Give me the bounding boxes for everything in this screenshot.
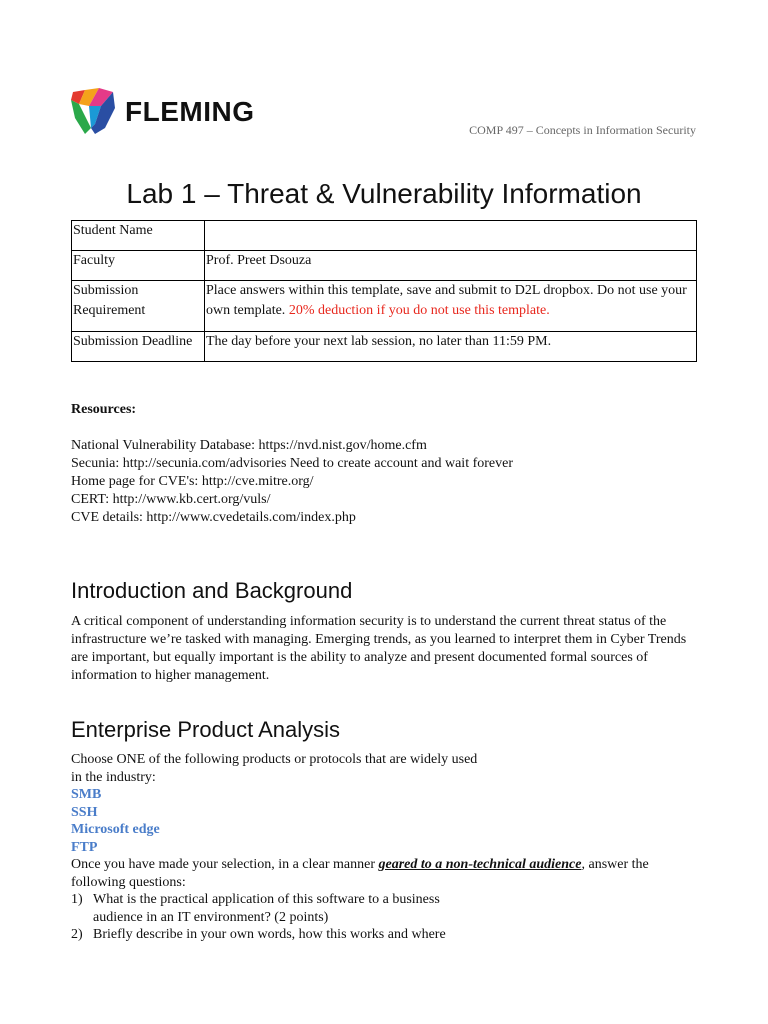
product-item: Microsoft edge	[71, 822, 160, 837]
intro-paragraph: A critical component of understanding information security is to understand the current threat status of the infrastructure we’re tasked with managing. Emerging trends, as you learned to interpret them in Cyber Trends are important, but equally important is the ability to analyze and present documented formal sources of information to higher management.	[71, 614, 687, 683]
resources-section	[71, 401, 513, 527]
question-item	[71, 891, 701, 926]
resource-item: Home page for CVE's: http://cve.mitre.org/	[71, 474, 314, 489]
enterprise-lead: in the industry:	[71, 769, 156, 785]
table-label: Submission Deadline	[72, 332, 205, 362]
info-table	[71, 220, 697, 362]
product-list	[71, 786, 701, 856]
table-row	[72, 332, 697, 362]
fleming-shield-icon	[71, 88, 117, 136]
selection-text: , answer the following questions:	[71, 857, 649, 890]
requirement-text: Place answers within this template, save and submit to D2L dropbox. Do not use your own template.	[206, 283, 687, 318]
resource-item: Secunia: http://secunia.com/advisories Need to create account and wait forever	[71, 456, 513, 471]
question-item	[71, 926, 701, 944]
resource-item: National Vulnerability Database: https://nvd.nist.gov/home.cfm	[71, 438, 427, 453]
resource-item: CERT: http://www.kb.cert.org/vuls/	[71, 492, 271, 507]
table-row	[72, 281, 697, 332]
resource-item: CVE details: http://www.cvedetails.com/index.php	[71, 510, 356, 525]
product-item: SMB	[71, 787, 102, 802]
deduction-warning: 20% deduction if you do not use this template.	[288, 303, 550, 318]
table-value	[205, 221, 697, 251]
page-title: Lab 1 – Threat & Vulnerability Information	[126, 178, 642, 209]
product-item: FTP	[71, 839, 98, 855]
table-value: Prof. Preet Dsouza	[205, 251, 697, 281]
table-row	[72, 221, 697, 251]
question-number: 2)	[71, 927, 83, 942]
resources-heading: Resources:	[71, 402, 137, 417]
table-label: Student Name	[72, 221, 205, 251]
question-text: Briefly describe in your own words, how this works and where	[93, 927, 446, 942]
question-number: 1)	[71, 892, 83, 907]
table-row	[72, 251, 697, 281]
question-text: What is the practical application of this software to a business audience in an IT environment? (2 points)	[93, 892, 440, 925]
selection-instructions	[71, 856, 701, 891]
enterprise-heading: Enterprise Product Analysis	[71, 717, 341, 742]
table-label: Faculty	[72, 251, 205, 281]
enterprise-lead: Choose ONE of the following products or protocols that are widely used	[71, 752, 478, 767]
course-header: COMP 497 – Concepts in Information Security	[469, 123, 696, 137]
logo-wordmark: FLEMING	[125, 96, 255, 127]
table-label: Submission Requirement	[72, 281, 205, 332]
selection-text: Once you have made your selection, in a clear manner	[71, 857, 379, 872]
audience-emphasis: geared to a non-technical audience	[378, 857, 582, 872]
table-value	[205, 281, 697, 332]
enterprise-section	[71, 751, 701, 944]
fleming-logo	[71, 88, 255, 136]
intro-heading: Introduction and Background	[71, 578, 353, 603]
table-value: The day before your next lab session, no later than 11:59 PM.	[205, 332, 697, 362]
product-item: SSH	[71, 804, 98, 820]
